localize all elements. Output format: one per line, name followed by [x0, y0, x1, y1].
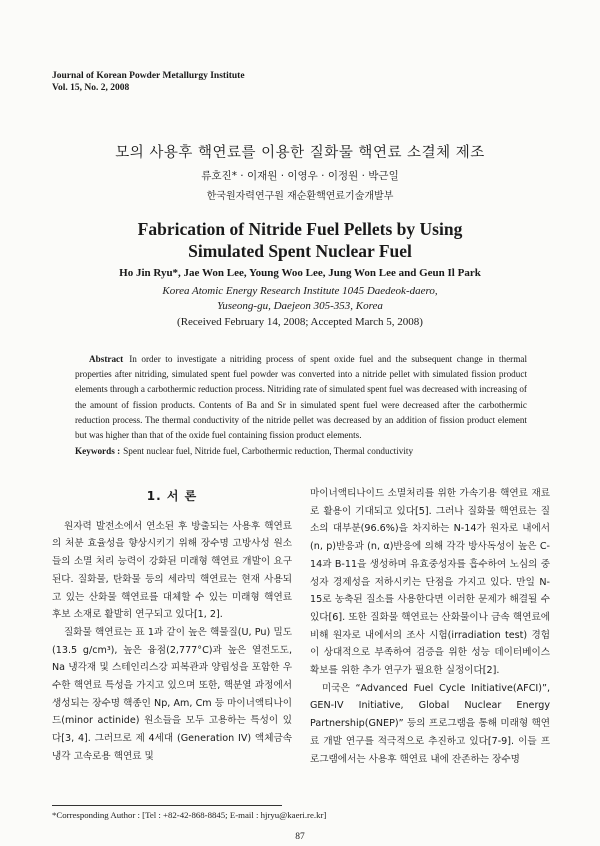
korean-affiliation: 한국원자력연구원 재순환핵연료기술개발부 [206, 191, 394, 202]
paragraph: 마이너액티나이드 소멸처리를 위한 가속기용 핵연료 재료로 활용이 기대되고 있다[5]. 그러나 질화물 핵연료는 질소의 대부분(96.6%)을 차지하는 N-14가 원자로 내에서 (n, p)반응과 (n, α)반응에 의해 각각 방사독성이 높은 C-14과 B-11을 생성하며 유효중성자를 흡수하여 노심의 중성자 경제성을 저하시키는 단점을 가지고 있다. 만일 N-15로 농축된 질소를 사용한다면 이러한 문제가 해결될 수 있다[6]. 또한 질화물 핵연료는 산화물이나 금속 핵연료에 비해 원자로 내에서의 조사 시험(irradiation test) 경험이 상대적으로 부족하여 검증을 위한 성능 데이터베이스 확보를 위한 추가 연구가 필요한 실정이다[2]. [310, 488, 550, 677]
paragraph: 질화물 핵연료는 표 1과 같이 높은 핵물질(U, Pu) 밀도(13.5 g/cm³), 높은 융점(2,777°C)과 높은 열전도도, Na 냉각재 및 스테인리스강 피복관과 양립성을 포함한 우수한 핵연료 특성을 가지고 있으며 또한, 핵분열 과정에서 생성되는 장수명 핵종인 Np, Am, Cm 등 마이너액티나이드(minor actinide) 원소들을 모두 고용하는 특성이 있다[3, 4]. 그러므로 제 4세대 (Generation IV) 액체금속 냉각 고속로용 핵연료 및 [52, 626, 292, 762]
english-title [0, 218, 600, 262]
corresponding-author-footnote: *Corresponding Author : [Tel : +82-42-868-8845; E-mail : hjryu@kaeri.re.kr] [52, 810, 327, 820]
journal-header [52, 70, 245, 94]
left-column [52, 488, 292, 766]
journal-volume: Vol. 15, No. 2, 2008 [52, 83, 130, 93]
english-authors: Ho Jin Ryu*, Jae Won Lee, Young Woo Lee, Jung Won Lee and Geun Il Park [119, 267, 481, 279]
abstract-label: Abstract [89, 354, 124, 364]
english-affiliation-line2: Yuseong-gu, Daejeon 305-353, Korea [217, 300, 383, 312]
abstract [75, 352, 527, 443]
abstract-text: In order to investigate a nitriding process of spent oxide fuel and the subsequent change in thermal properties after nitriding, simulated spent fuel powder was converted into a nitride pellet with simulated fission product elements through a carbothermic reduction process. Nitriding rate of simulated spent fuel was decreased with increasing of the amount of fission products. Contents of Ba and Sr in simulated spent fuel were decreased after the carbothermic reduction process. The thermal conductivity of the nitride pellet was decreased by an addition of fission product element but was higher than that of the oxide fuel containing fission product elements. [75, 354, 527, 441]
section-heading: 1. 서 론 [146, 489, 198, 503]
english-title-line2: Simulated Spent Nuclear Fuel [188, 241, 412, 261]
english-affiliation [0, 284, 600, 314]
right-column [310, 485, 550, 768]
paragraph: 원자력 발전소에서 연소된 후 방출되는 사용후 핵연료의 처분 효율성을 향상시키기 위해 장수명 고방사성 원소들의 소멸 처리 능력이 강화된 미래형 핵연료 개발이 요구된다. 질화물, 탄화물 등의 세라믹 핵연료는 현재 사용되고 있는 산화물 핵연료를 대체할 수 있는 미래형 핵연료 후보 소재로 활발히 연구되고 있다[1, 2]. [52, 520, 292, 621]
keywords [75, 446, 527, 456]
page-number: 87 [295, 832, 305, 842]
footnote-divider [52, 805, 282, 806]
keywords-text: Spent nuclear fuel, Nitride fuel, Carbothermic reduction, Thermal conductivity [123, 446, 414, 456]
english-title-line1: Fabrication of Nitride Fuel Pellets by Using [137, 219, 463, 239]
keywords-label: Keywords : [75, 446, 121, 456]
paragraph: 미국은 “Advanced Fuel Cycle Initiative(AFCI)”, GEN-IV Initiative, Global Nuclear Energy Partnership(GNEP)” 등의 프로그램을 통해 미래형 핵연료 개발 연구를 적극적으로 추진하고 있다[7-9]. 이들 프로그램에서는 사용후 핵연료 내에 잔존하는 장수명 [310, 682, 550, 765]
korean-authors: 류호진* · 이재원 · 이영우 · 이정원 · 박근일 [201, 170, 399, 182]
korean-title: 모의 사용후 핵연료를 이용한 질화물 핵연료 소결체 제조 [115, 145, 485, 161]
english-affiliation-line1: Korea Atomic Energy Research Institute 1045 Daedeok-daero, [162, 285, 438, 297]
journal-name: Journal of Korean Powder Metallurgy Institute [52, 71, 245, 81]
received-dates: (Received February 14, 2008; Accepted March 5, 2008) [177, 316, 423, 328]
